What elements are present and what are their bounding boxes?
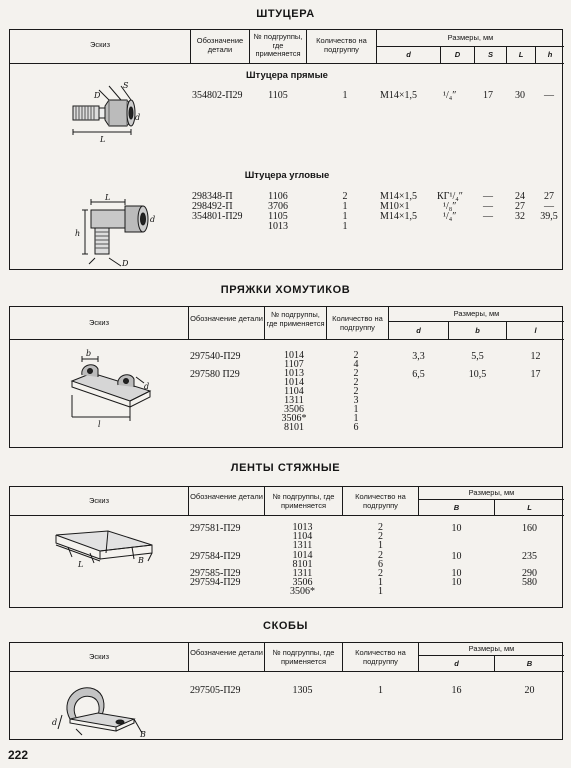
header-sketch: Эскиз <box>88 652 110 661</box>
table-cell-qty: 2 <box>378 568 383 579</box>
svg-text:h: h <box>75 229 81 238</box>
table-cell-group: 1105 <box>268 90 288 101</box>
table-cell-designation: 297581-П29 <box>190 523 241 534</box>
header-sizes: Размеры, мм <box>447 33 494 42</box>
table-cell-qty: 2 <box>353 386 359 397</box>
svg-text:b: b <box>86 349 92 358</box>
table-cell-D: ¹/₈″ <box>443 201 457 212</box>
table-cell-group: 1013 <box>268 221 288 232</box>
table-cell-B: 10 <box>451 551 462 562</box>
table-cell-designation: 297580 П29 <box>190 369 240 380</box>
table-cell-h: 27 <box>544 191 554 202</box>
table-cell-designation: 297540-П29 <box>190 351 241 362</box>
table-cell-d: 6,5 <box>412 369 425 380</box>
table-cell-group: 1014 <box>292 550 313 561</box>
table-cell-qty: 6 <box>353 422 359 433</box>
table-cell-d: 16 <box>451 685 462 696</box>
header-dim-B: B <box>526 659 533 668</box>
table-cell-qty: 1 <box>342 90 348 101</box>
header-designation: Обозначение детали <box>190 492 263 501</box>
table-cell-D: ¹/₄″ <box>443 211 457 222</box>
table-cell-l: 12 <box>530 351 541 362</box>
header-dim-h: h <box>547 50 553 59</box>
header-dim-l: l <box>534 326 537 335</box>
table-cell-qty: 3 <box>353 395 359 406</box>
header-group: № подгруппы, где применяется <box>253 32 303 58</box>
table-cell-group: 1014 <box>284 350 304 361</box>
table-cell-designation: 298492-П <box>192 201 233 212</box>
table-cell-d: 3,3 <box>412 351 425 362</box>
table-cell-group: 1311 <box>292 540 313 551</box>
header-quantity: Количество на подгруппу <box>355 492 406 510</box>
table-cell-group: 3706 <box>268 201 288 212</box>
section-title-lenty: ЛЕНТЫ СТЯЖНЫЕ <box>230 462 341 474</box>
table-cell-qty: 1 <box>342 211 348 222</box>
table-cell-designation: 297594-П29 <box>190 577 241 588</box>
table-cell-L: 235 <box>522 551 537 562</box>
header-group: № подгруппы, где применяется <box>272 648 335 666</box>
header-sketch: Эскиз <box>88 496 110 505</box>
table-cell-L: 24 <box>515 191 525 202</box>
table-cell-S: — <box>483 191 493 202</box>
table-cell-designation: 298348-П <box>192 191 233 202</box>
table-cell-D: ¹/₄″ <box>443 90 457 101</box>
table-cell-d: М14×1,5 <box>380 90 418 101</box>
table-cell-group: 1014 <box>284 377 304 388</box>
svg-text:L: L <box>100 135 106 144</box>
table-cell-L: 290 <box>522 568 537 579</box>
header-dim-S: S <box>487 50 493 59</box>
table-cell-designation: 354801-П29 <box>192 211 243 222</box>
page-number: 222 <box>8 748 29 762</box>
table-cell-h: — <box>544 201 554 212</box>
straight-fitting-sketch <box>65 76 175 148</box>
table-cell-qty: 1 <box>353 404 359 415</box>
table-cell-d: М14×1,5 <box>380 191 418 202</box>
header-dim-L: L <box>518 50 524 59</box>
table-cell-group: 1305 <box>292 685 313 696</box>
table-cell-qty: 2 <box>378 550 383 561</box>
header-dim-D: D <box>454 50 461 59</box>
header-sketch: Эскиз <box>88 318 110 327</box>
header-dim-b: b <box>475 326 480 335</box>
table-cell-L: 30 <box>515 90 525 101</box>
table-cell-qty: 1 <box>378 586 383 597</box>
svg-text:d: d <box>150 215 156 224</box>
table-cell-h: — <box>544 90 554 101</box>
table-cell-qty: 1 <box>342 221 348 232</box>
table-cell-b: 10,5 <box>468 369 487 380</box>
header-dim-L: L <box>527 503 532 512</box>
header-dim-d: d <box>454 659 459 668</box>
table-cell-L: 27 <box>515 201 525 212</box>
band-sketch <box>44 523 168 583</box>
table-cell-b: 5,5 <box>471 351 484 362</box>
table-cell-group: 3506* <box>281 413 307 424</box>
table-cell-group: 1104 <box>284 386 304 397</box>
table-cell-group: 8101 <box>292 559 313 570</box>
table-cell-group: 3506 <box>284 404 304 415</box>
table-cell-h: 39,5 <box>540 211 558 222</box>
header-group: № подгруппы, где применяется <box>266 310 325 328</box>
header-quantity: Количество на подгруппу <box>332 314 383 332</box>
table-cell-qty: 6 <box>378 559 383 570</box>
subsection-title-angled: Штуцера угловые <box>244 170 330 181</box>
svg-text:B: B <box>140 730 146 739</box>
table-cell-d: М10×1 <box>380 201 410 212</box>
table-cell-B: 10 <box>451 523 462 534</box>
table-cell-qty: 4 <box>353 359 359 370</box>
header-dim-d: d <box>406 50 411 59</box>
table-cell-S: — <box>483 211 493 222</box>
svg-text:L: L <box>105 193 111 202</box>
shtutsera-table <box>9 29 563 270</box>
table-cell-group: 8101 <box>284 422 304 433</box>
svg-text:S: S <box>123 81 129 90</box>
table-cell-d: М14×1,5 <box>380 211 418 222</box>
table-cell-qty: 1 <box>378 685 383 696</box>
header-quantity: Количество на подгруппу <box>355 648 406 666</box>
svg-text:D: D <box>94 91 101 100</box>
table-cell-qty: 1 <box>342 201 348 212</box>
table-cell-group: 1104 <box>292 531 313 542</box>
table-cell-S: 17 <box>483 90 493 101</box>
svg-text:d: d <box>135 113 141 122</box>
header-quantity: Количество на подгруппу <box>316 36 367 54</box>
table-cell-L: 160 <box>522 523 537 534</box>
table-cell-group: 3506 <box>292 577 313 588</box>
svg-text:l: l <box>98 420 101 429</box>
section-title-pryazhki: ПРЯЖКИ ХОМУТИКОВ <box>220 284 351 296</box>
lenty-table <box>9 486 563 608</box>
svg-text:D: D <box>122 259 129 268</box>
table-cell-designation: 297585-П29 <box>190 568 241 579</box>
table-cell-qty: 2 <box>342 191 348 202</box>
header-dim-B: B <box>453 503 460 512</box>
table-cell-qty: 2 <box>353 350 359 361</box>
header-sizes: Размеры, мм <box>468 644 515 653</box>
header-designation: Обозначение детали <box>196 36 244 54</box>
svg-text:d: d <box>52 718 58 727</box>
svg-text:B: B <box>138 556 144 565</box>
table-cell-qty: 1 <box>378 577 383 588</box>
table-cell-group: 1107 <box>284 359 304 370</box>
header-sizes: Размеры, мм <box>453 309 500 318</box>
table-cell-designation: 354802-П29 <box>192 90 243 101</box>
table-cell-l: 17 <box>530 369 541 380</box>
table-cell-designation: 297584-П29 <box>190 551 241 562</box>
table-cell-group: 1106 <box>268 191 288 202</box>
table-cell-qty: 2 <box>378 531 383 542</box>
table-cell-qty: 1 <box>353 413 359 424</box>
section-title-skoby: СКОБЫ <box>263 620 308 632</box>
header-designation: Обозначение детали <box>190 314 263 323</box>
header-designation: Обозначение детали <box>190 648 263 657</box>
angled-fitting-sketch <box>65 190 175 268</box>
header-group: № подгруппы, где применяется <box>272 492 335 510</box>
table-cell-B: 20 <box>524 685 535 696</box>
header-sizes: Размеры, мм <box>468 488 515 497</box>
pryazhki-table <box>9 306 563 448</box>
table-cell-L: 580 <box>522 577 537 588</box>
svg-text:L: L <box>78 560 84 569</box>
skoby-table <box>9 642 563 740</box>
table-cell-D: КГ¹/₄″ <box>437 191 463 202</box>
table-cell-group: 1105 <box>268 211 288 222</box>
table-cell-designation: 297505-П29 <box>190 685 241 696</box>
table-cell-group: 1013 <box>292 522 313 533</box>
section-title-shtutsera: ШТУЦЕРА <box>256 8 315 20</box>
table-cell-group: 1311 <box>284 395 304 406</box>
clamp-sketch <box>50 675 162 739</box>
table-cell-B: 10 <box>451 577 462 588</box>
header-dim-d: d <box>416 326 421 335</box>
table-cell-group: 1311 <box>292 568 313 579</box>
table-cell-qty: 2 <box>378 522 383 533</box>
table-cell-S: — <box>483 201 493 212</box>
table-cell-L: 32 <box>515 211 525 222</box>
table-cell-qty: 2 <box>353 368 359 379</box>
table-cell-B: 10 <box>451 568 462 579</box>
table-cell-qty: 2 <box>353 377 359 388</box>
svg-text:d: d <box>144 382 150 391</box>
subsection-title-straight: Штуцера прямые <box>246 70 328 81</box>
table-cell-group: 1013 <box>284 368 304 379</box>
buckle-sketch <box>58 345 162 429</box>
table-cell-group: 3506* <box>290 586 315 597</box>
header-sketch: Эскиз <box>89 40 111 49</box>
table-cell-qty: 1 <box>378 540 383 551</box>
